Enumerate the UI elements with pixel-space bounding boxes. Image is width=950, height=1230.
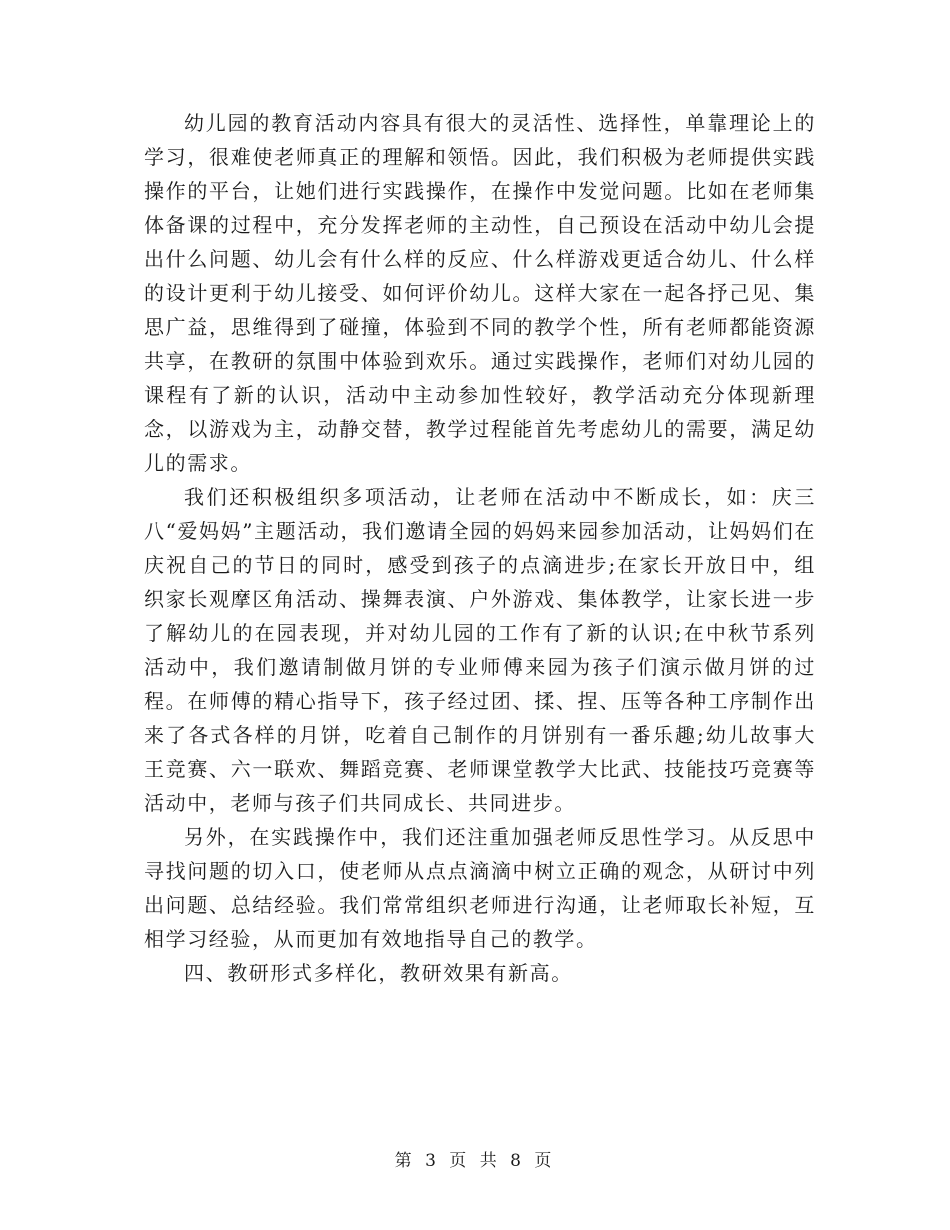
paragraph-2: 我们还积极组织多项活动，让老师在活动中不断成长，如：庆三八“爱妈妈”主题活动，我们邀请全园的妈妈来园参加活动，让妈妈们在庆祝自己的节日的同时，感受到孩子的点滴进步;在家长开放日中，组织家长观摩区角活动、操舞表演、户外游戏、集体教学，让家长进一步了解幼儿的在园表现，并对幼儿园的工作有了新的认识;在中秋节系列活动中，我们邀请制做月饼的专业师傅来园为孩子们演示做月饼的过程。在师傅的精心指导下，孩子经过团、揉、捏、压等各种工序制作出来了各式各样的月饼，吃着自己制作的月饼别有一番乐趣;幼儿故事大王竞赛、六一联欢、舞蹈竞赛、老师课堂教学大比武、技能技巧竞赛等活动中，老师与孩子们共同成长、共同进步。: [144, 485, 816, 815]
document-body: [144, 106, 816, 990]
paragraph-3: 另外，在实践操作中，我们还注重加强老师反思性学习。从反思中寻找问题的切入口，使老师从点点滴滴中树立正确的观念，从研讨中列出问题、总结经验。我们常常组织老师进行沟通，让老师取长补短，互相学习经验，从而更加有效地指导自己的教学。: [144, 825, 816, 951]
paragraph-1: 幼儿园的教育活动内容具有很大的灵活性、选择性，单靠理论上的学习，很难使老师真正的理解和领悟。因此，我们积极为老师提供实践操作的平台，让她们进行实践操作，在操作中发觉问题。比如在老师集体备课的过程中，充分发挥老师的主动性，自己预设在活动中幼儿会提出什么问题、幼儿会有什么样的反应、什么样游戏更适合幼儿、什么样的设计更利于幼儿接受、如何评价幼儿。这样大家在一起各抒己见、集思广益，思维得到了碰撞，体验到不同的教学个性，所有老师都能资源共享，在教研的氛围中体验到欢乐。通过实践操作，老师们对幼儿园的课程有了新的认识，活动中主动参加性较好，教学活动充分体现新理念，以游戏为主，动静交替，教学过程能首先考虑幼儿的需要，满足幼儿的需求。: [144, 111, 816, 475]
page-number-footer: 第 3 页 共 8 页: [394, 1151, 556, 1171]
section-heading: 四、教研形式多样化，教研效果有新高。: [184, 961, 573, 985]
